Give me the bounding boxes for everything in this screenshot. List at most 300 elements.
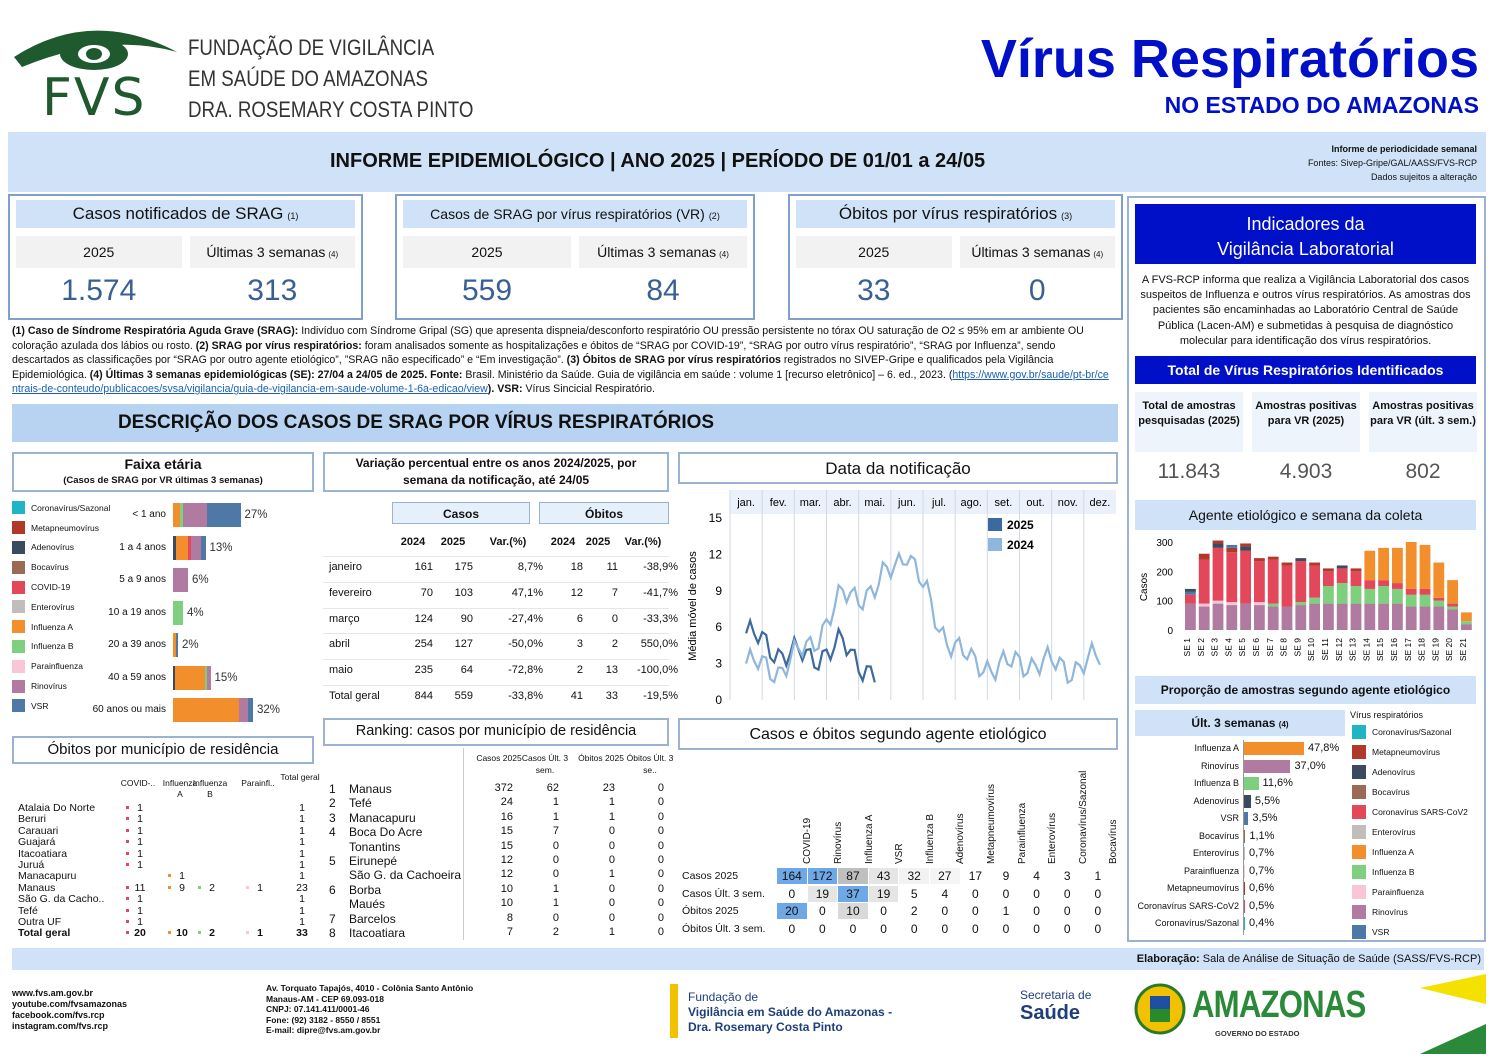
ranking-municipio: Manaus xyxy=(349,782,392,796)
week-bar-segment xyxy=(1420,545,1431,589)
agente-cell: 0 xyxy=(1033,886,1040,901)
obitos-col-header: Influenza A xyxy=(162,778,198,799)
variacao-cell: 161 xyxy=(414,561,433,573)
agente-cell: 0 xyxy=(1002,921,1010,936)
age-bar-segment xyxy=(191,536,201,560)
week-bar-segment xyxy=(1185,592,1196,595)
kpi-col-2025-label: 2025 xyxy=(471,244,503,260)
agente-cell: 0 xyxy=(1063,921,1071,936)
variacao-cell: 2 xyxy=(611,638,618,651)
week-bar-segment xyxy=(1364,580,1375,589)
ranking-cell: 62 xyxy=(546,782,559,794)
note-1-bold: (1) Caso de Síndrome Respiratória Aguda Grave (SRAG): xyxy=(12,325,299,337)
ranking-cell: 0 xyxy=(657,796,664,809)
month-label: nov. xyxy=(1057,497,1078,509)
note-3: registrados no SIVEP-Gripe e qualificados pela Vigilância Epidemiológica. xyxy=(12,354,1054,381)
agente-cell: 164 xyxy=(777,868,807,884)
age-bar-segment xyxy=(175,666,205,690)
obitos-cell: 1 xyxy=(137,802,143,814)
variacao-month: março xyxy=(329,612,360,625)
week-label: SE 9 xyxy=(1292,638,1303,657)
week-bar-segment xyxy=(1185,595,1196,604)
age-label: 10 a 19 anos xyxy=(108,606,166,618)
ranking-cell: 0 xyxy=(608,911,615,924)
variacao-cell: -38,9% xyxy=(643,561,678,573)
agente-row-label: Casos 2025 xyxy=(682,870,739,882)
obitos-municipio: Juruá xyxy=(18,859,45,871)
week-label: SE 11 xyxy=(1320,638,1330,661)
ranking-municipio: Barcelos xyxy=(349,911,396,926)
note-5: Vírus Sincicial Respiratório. xyxy=(522,383,655,395)
month-label: jul. xyxy=(932,497,947,509)
legend-swatch xyxy=(12,680,25,693)
obitos-cell: 1 xyxy=(179,870,185,883)
prop-bar xyxy=(1244,830,1245,843)
age-bar-pct: 13% xyxy=(209,541,233,554)
faixa-bars xyxy=(80,500,320,730)
ranking-cell: 2 xyxy=(552,926,559,938)
lab-kpi-value: 802 xyxy=(1405,460,1441,483)
lab-legend-label: Bocavírus xyxy=(1372,787,1410,797)
logo-text: FVS xyxy=(42,68,147,128)
week-label: SE 1 xyxy=(1182,638,1192,657)
lab-title-1: Indicadores da xyxy=(1246,214,1365,234)
lab-legend-swatch xyxy=(1352,865,1366,879)
note-4-bold: (4) Últimas 3 semanas epidemiológicas (SE): 27/04 a 24/05 de 2025. Fonte: xyxy=(89,368,463,381)
lab-legend-item xyxy=(1352,742,1484,762)
footer-address-line: Fone: (92) 3182 - 8550 / 8551 xyxy=(266,1014,381,1025)
prop-label: Influenza A xyxy=(1194,743,1239,753)
lab-kpi-label: Amostras positivas para VR (2025) xyxy=(1252,392,1360,452)
ranking-rank: 2 xyxy=(329,796,336,811)
obitos-dot xyxy=(126,886,129,889)
variacao-row-separator xyxy=(323,608,669,609)
age-bar-segment xyxy=(173,698,239,722)
kpi-col-ult3-label: Últimas 3 semanas xyxy=(971,244,1091,260)
obitos-dot xyxy=(168,886,171,889)
obitos-cell: 2 xyxy=(209,881,215,894)
agente-cell: 0 xyxy=(819,921,826,936)
week-bar-segment xyxy=(1213,541,1224,544)
ranking-cell: 0 xyxy=(657,897,664,910)
prop-bar xyxy=(1244,777,1259,790)
week-label: SE 21 xyxy=(1458,638,1468,662)
lab-legend-swatch xyxy=(1352,725,1366,739)
lab-legend-item xyxy=(1352,882,1484,902)
prop-label: Rinovírus xyxy=(1200,760,1239,771)
notif-title: Data da notificação xyxy=(825,459,971,478)
ranking-cell: 10 xyxy=(500,897,513,910)
age-label: < 1 ano xyxy=(132,509,166,520)
banner-notes xyxy=(1308,142,1477,184)
footer-link[interactable]: instagram.com/fvs.rcp xyxy=(12,1021,109,1031)
week-bar-segment xyxy=(1213,543,1224,547)
week-label: SE 3 xyxy=(1209,638,1220,657)
week-label: SE 12 xyxy=(1333,638,1344,662)
obitos-dot xyxy=(168,874,171,877)
variacao-row-separator xyxy=(323,685,669,686)
kpi-col-ult3 xyxy=(579,236,747,268)
lab-legend-item xyxy=(1352,782,1484,802)
fvs-footer-2: Vigilância em Saúde do Amazonas - xyxy=(688,1005,893,1019)
obitos-municipio: Guajará xyxy=(18,836,56,849)
age-bar-segment xyxy=(173,568,188,592)
agente-cell: 10 xyxy=(838,903,868,919)
variacao-cell: -72,8% xyxy=(508,664,543,677)
prop-bar xyxy=(1244,847,1245,860)
footnotes xyxy=(12,324,1112,397)
prop-label: Parainfluenza xyxy=(1183,865,1239,876)
age-bar-pct: 27% xyxy=(244,509,268,521)
obitos-cell: 23 xyxy=(296,881,308,894)
week-y-tick: 200 xyxy=(1156,567,1173,579)
footer-address xyxy=(266,983,473,1036)
variacao-cell: 175 xyxy=(454,561,473,573)
ranking-cell: 0 xyxy=(657,825,664,838)
agente-col-header: Metapneumovírus xyxy=(985,783,997,864)
lab-legend-item xyxy=(1352,802,1484,822)
ranking-col-header: Óbitos 2025 xyxy=(578,753,624,763)
ranking-rank: 4 xyxy=(329,825,336,840)
ranking-cell: 0 xyxy=(657,926,664,938)
obitos-dot xyxy=(246,931,249,934)
agente-row-label: Casos Últ. 3 sem. xyxy=(682,887,765,900)
variacao-row-separator xyxy=(323,633,669,634)
lab-legend-item xyxy=(1352,842,1484,862)
footer-link[interactable]: youtube.com/fvsamazonas xyxy=(12,999,128,1009)
lab-legend-swatch xyxy=(1352,885,1366,899)
variacao-cell: 11 xyxy=(606,561,618,573)
prop-label: Enterovírus xyxy=(1192,848,1239,858)
obitos-cell: 1 xyxy=(299,893,305,906)
obitos-municipio: Beruri xyxy=(18,813,47,826)
prop-pct: 37,0% xyxy=(1294,759,1326,772)
agente-col-header: COVID-19 xyxy=(802,817,814,864)
week-bar-segment xyxy=(1337,604,1348,630)
agente-cell: 0 xyxy=(972,904,979,918)
variacao-cell: 47,1% xyxy=(511,586,543,599)
variacao-cell: -33,3% xyxy=(643,612,678,625)
week-label: SE 6 xyxy=(1251,638,1261,657)
page-title: Vírus Respiratórios xyxy=(980,29,1479,89)
ranking-col-header: Casos Últ. 3 sem. xyxy=(521,753,569,775)
obitos-cell: 1 xyxy=(137,836,143,849)
legend-label-2024: 2024 xyxy=(1007,538,1034,552)
week-bar-segment xyxy=(1323,586,1334,604)
week-bar-segment xyxy=(1254,558,1265,561)
week-bar-segment xyxy=(1364,551,1375,580)
flag-stripes xyxy=(1420,974,1486,1054)
ranking-cell: 1 xyxy=(552,796,559,809)
prop-bar xyxy=(1244,865,1245,878)
ult3-label: Últ. 3 semanas xyxy=(1191,716,1276,730)
week-bar-segment xyxy=(1309,563,1320,566)
obitos-cell: 1 xyxy=(299,824,305,837)
obitos-cell: 1 xyxy=(137,893,143,906)
legend-swatch xyxy=(12,541,25,554)
agente-cell: 0 xyxy=(880,904,887,918)
legend-label: Coronavírus/Sazonal xyxy=(31,502,111,513)
obitos-cell: 11 xyxy=(134,881,146,894)
variacao-cell: 41 xyxy=(570,690,583,702)
ranking-municipio: Tonantins xyxy=(349,839,401,854)
month-label: mar. xyxy=(799,497,822,509)
week-bar-segment xyxy=(1268,557,1279,560)
week-bar-segment xyxy=(1337,568,1348,583)
week-bar-segment xyxy=(1392,548,1403,583)
agente-col-header: Parainfluenza xyxy=(1016,802,1028,864)
prop-bars xyxy=(1135,740,1350,935)
variacao-title: Variação percentual entre os anos 2024/2025, por semana da notificação, até 24/05 xyxy=(355,456,637,487)
gov-name: AMAZONAS xyxy=(1192,984,1366,1026)
agente-cell: 0 xyxy=(1063,904,1071,918)
legend-swatch xyxy=(12,561,25,574)
variacao-cell: 33 xyxy=(605,690,618,702)
ranking-cell: 0 xyxy=(552,911,559,924)
month-label: jun. xyxy=(898,497,916,509)
variacao-cell: 0 xyxy=(611,612,618,625)
agente-col-header: Rinovírus xyxy=(832,821,844,864)
lab-legend-swatch xyxy=(1352,805,1366,819)
ranking-municipio: Borba xyxy=(349,882,382,897)
age-label: 5 a 9 anos xyxy=(119,574,166,585)
week-label: SE 18 xyxy=(1416,638,1427,662)
week-bar-segment xyxy=(1268,604,1279,607)
ranking-cell: 7 xyxy=(552,825,559,838)
ranking-col-header: Casos 2025 xyxy=(476,753,522,763)
ranking-rank: 7 xyxy=(329,911,336,926)
lab-kpi-value: 4.903 xyxy=(1279,460,1333,483)
prop-pct: 11,6% xyxy=(1262,777,1293,789)
legend-swatch-2024 xyxy=(988,538,1002,551)
obitos-municipio: Total geral xyxy=(18,927,71,940)
month-label: mai. xyxy=(864,497,886,509)
agente-cell: 0 xyxy=(1033,904,1040,918)
week-bar-segment xyxy=(1337,565,1348,568)
prop-label: Coronavírus/Sazonal xyxy=(1154,918,1239,928)
elaboracao-label: Elaboração: xyxy=(1136,953,1200,965)
week-bar-segment xyxy=(1309,598,1320,604)
age-bar-segment xyxy=(176,633,179,657)
agente-cell: 172 xyxy=(808,868,838,884)
ranking-cell: 0 xyxy=(552,868,559,881)
week-bar-segment xyxy=(1309,565,1320,597)
banner-note-2: Fontes: Sivep-Gripe/GAL/AASS/FVS-RCP xyxy=(1307,158,1477,168)
agente-cell: 2 xyxy=(910,904,918,918)
ranking-cell: 0 xyxy=(608,825,615,838)
obitos-dot xyxy=(126,829,129,832)
week-bar-segment xyxy=(1420,607,1431,630)
lab-legend-item xyxy=(1352,862,1484,882)
faixa-subtitle: (Casos de SRAG por VR últimas 3 semanas) xyxy=(63,475,263,486)
kpi-title-ref: (3) xyxy=(1061,211,1073,221)
variacao-cell: 3 xyxy=(576,638,583,651)
lab-legend xyxy=(1352,722,1484,942)
legend-swatch xyxy=(12,521,25,534)
prop-pct: 47,8% xyxy=(1308,742,1340,754)
age-bar-segment xyxy=(183,503,207,527)
week-bar-segment xyxy=(1323,571,1334,586)
variacao-cell: 2 xyxy=(576,664,583,677)
obitos-dot xyxy=(126,817,129,820)
ranking-cell: 15 xyxy=(500,825,513,838)
footer-link[interactable]: www.fvs.am.gov.br xyxy=(12,988,94,998)
legend-label: Rinovírus xyxy=(31,681,67,692)
week-bar-segment xyxy=(1199,554,1210,560)
prop-pct: 0,6% xyxy=(1249,882,1275,894)
kpi-col-ult3-ref: (4) xyxy=(1093,250,1104,259)
obitos-municipio: Carauari xyxy=(18,824,59,837)
lab-kpi-label: Amostras positivas para VR (últ. 3 sem.) xyxy=(1369,392,1477,452)
legend-label: Enterovírus xyxy=(31,601,75,612)
ranking-cell: 8 xyxy=(506,911,513,924)
footer-link[interactable]: facebook.com/fvs.rcp xyxy=(12,1010,105,1020)
variacao-cell: -19,5% xyxy=(643,690,678,702)
variacao-row-separator xyxy=(323,556,669,557)
prop-title: Proporção de amostras segundo agente etiológico xyxy=(1160,683,1451,697)
agente-cell: 0 xyxy=(1063,886,1071,901)
obitos-municipio: Tefé xyxy=(18,904,38,917)
note-5-bold: ). VSR: xyxy=(487,383,523,395)
agente-cell: 0 xyxy=(1094,921,1102,936)
agente-row-label: Óbitos Últ. 3 sem. xyxy=(682,922,766,935)
lab-legend-label: Coronavírus/Sazonal xyxy=(1372,727,1452,737)
ranking-rank: 1 xyxy=(329,782,336,796)
kpi-title-text: Casos notificados de SRAG xyxy=(72,204,284,223)
ranking-cell: 0 xyxy=(657,810,664,823)
week-label: SE 13 xyxy=(1347,638,1358,662)
agente-cell: 4 xyxy=(941,886,949,901)
ranking-municipio: Boca Do Acre xyxy=(349,825,423,840)
legend-label-2025: 2025 xyxy=(1007,518,1034,532)
week-bar-segment xyxy=(1378,586,1389,604)
agente-cell: 0 xyxy=(788,921,796,936)
variacao-row-separator xyxy=(323,659,669,660)
obitos-cell: 1 xyxy=(137,859,143,871)
agente-col-header: Adenovírus xyxy=(955,813,967,864)
ranking-cell: 10 xyxy=(500,882,513,895)
ranking-municipio: Eirunepé xyxy=(349,854,398,868)
prop-label: Adenovírus xyxy=(1193,795,1239,806)
obitos-dot xyxy=(126,920,129,923)
prop-bar xyxy=(1244,742,1304,755)
week-y-tick: 100 xyxy=(1156,596,1173,608)
week-bar-segment xyxy=(1461,624,1472,630)
variacao-cell: 559 xyxy=(454,690,473,702)
ranking-cell: 1 xyxy=(608,926,615,938)
guide-link[interactable]: https://www.gov.br/saude/pt-br/centrais-de-conteudo/publicacoes/svsa/vigilancia/guia-de-vigilancia-em-saude-volume-1-6a-edicao/view xyxy=(12,368,1109,395)
agente-cell: 0 xyxy=(1094,904,1102,918)
prop-label: Influenza B xyxy=(1193,778,1239,788)
agente-cell: 43 xyxy=(869,868,899,884)
variacao-col-header: 2024 xyxy=(550,536,576,548)
agente-table xyxy=(678,752,1118,942)
banner-title: INFORME EPIDEMIOLÓGICO | ANO 2025 | PERÍODO DE 01/01 a 24/05 xyxy=(330,150,986,172)
agente-cell: 9 xyxy=(1002,869,1010,883)
legend-label: Adenovírus xyxy=(31,542,74,553)
kpi-value-2025: 1.574 xyxy=(61,274,137,307)
kpi-col-ult3-ref: (4) xyxy=(328,250,339,259)
lab-legend-label: Coronavírus SARS-CoV2 xyxy=(1372,807,1468,817)
kpi-col-ult3-label: Últimas 3 semanas xyxy=(206,244,326,260)
ranking-cell: 0 xyxy=(657,854,664,866)
week-bar-segment xyxy=(1199,560,1210,604)
variacao-col-header: Var.(%) xyxy=(624,536,662,548)
footer-address-line: Manaus-AM - CEP 69.093-018 xyxy=(266,993,384,1004)
week-bar-segment xyxy=(1226,605,1237,630)
fvs-footer-name xyxy=(688,990,892,1035)
prop-pct: 0,7% xyxy=(1249,864,1275,877)
week-label: SE 19 xyxy=(1430,638,1441,662)
kpi-title xyxy=(796,200,1115,228)
ranking-cell: 12 xyxy=(500,854,513,866)
agente-col-header: Bocavírus xyxy=(1108,819,1120,864)
variacao-cell: -33,8% xyxy=(508,690,543,702)
note-4: Brasil. Ministério da Saúde. Guia de vigilância em saúde : volume 1 [recurso eletrônico] – 6. ed., 2023. ( xyxy=(462,368,953,381)
fvs-footer-1: Fundação de xyxy=(688,990,759,1004)
lab-legend-swatch xyxy=(1352,825,1366,839)
fvs-footer-logo xyxy=(670,984,678,1038)
obitos-cell: 1 xyxy=(137,847,143,860)
secretaria-logo xyxy=(1020,988,1091,1025)
obitos-dot xyxy=(126,909,129,912)
agente-cell: 1 xyxy=(1002,904,1010,918)
lab-title xyxy=(1135,212,1476,262)
obitos-cell: 9 xyxy=(179,881,185,894)
lab-legend-item xyxy=(1352,762,1484,782)
obitos-cell: 1 xyxy=(257,881,263,894)
lab-legend-item xyxy=(1352,822,1484,842)
agente-cell: 0 xyxy=(1033,921,1040,936)
secretaria-2: Saúde xyxy=(1020,1002,1081,1024)
obitos-municipio: São G. da Cacho.. xyxy=(18,893,105,906)
ranking-col-header: Óbitos Últ. 3 se.. xyxy=(626,753,674,775)
ranking-cell: 15 xyxy=(500,839,513,852)
ranking-table xyxy=(323,748,674,942)
org-line-2: EM SAÚDE DO AMAZONAS xyxy=(188,66,429,91)
week-label: SE 15 xyxy=(1375,638,1386,662)
age-bar-segment xyxy=(207,503,241,527)
obitos-dot xyxy=(198,886,201,889)
obitos-cell: 1 xyxy=(299,813,305,826)
agente-cell: 27 xyxy=(930,868,960,884)
lab-legend-item xyxy=(1352,922,1484,942)
obitos-cell: 20 xyxy=(134,927,146,940)
month-label: out. xyxy=(1026,497,1045,509)
variacao-casos-header: Casos xyxy=(392,502,530,524)
obitos-municipio: Itacoatiara xyxy=(18,847,68,860)
week-bar-segment xyxy=(1337,583,1348,604)
agente-cell: 0 xyxy=(788,886,796,901)
agente-cell: 37 xyxy=(838,886,868,902)
ranking-cell: 1 xyxy=(552,810,559,823)
agente-cell: 0 xyxy=(972,886,979,901)
obitos-dot xyxy=(198,931,201,934)
week-bar-segment xyxy=(1351,586,1362,604)
kpi-value-ult3: 313 xyxy=(247,274,298,307)
week-bar-segment xyxy=(1268,607,1279,630)
variacao-cell: 124 xyxy=(414,612,433,625)
ranking-cell: 0 xyxy=(657,782,664,794)
lab-legend-title: Vírus respiratórios xyxy=(1350,710,1424,720)
variacao-table xyxy=(323,530,678,710)
kpi-col-ult3 xyxy=(960,236,1116,268)
obitos-dot xyxy=(126,806,129,809)
week-bar-segment xyxy=(1295,558,1306,561)
variacao-cell: 8,7% xyxy=(517,561,543,573)
ranking-municipio: Tefé xyxy=(349,796,372,811)
lab-kpi-label: Total de amostras pesquisadas (2025) xyxy=(1135,392,1243,452)
